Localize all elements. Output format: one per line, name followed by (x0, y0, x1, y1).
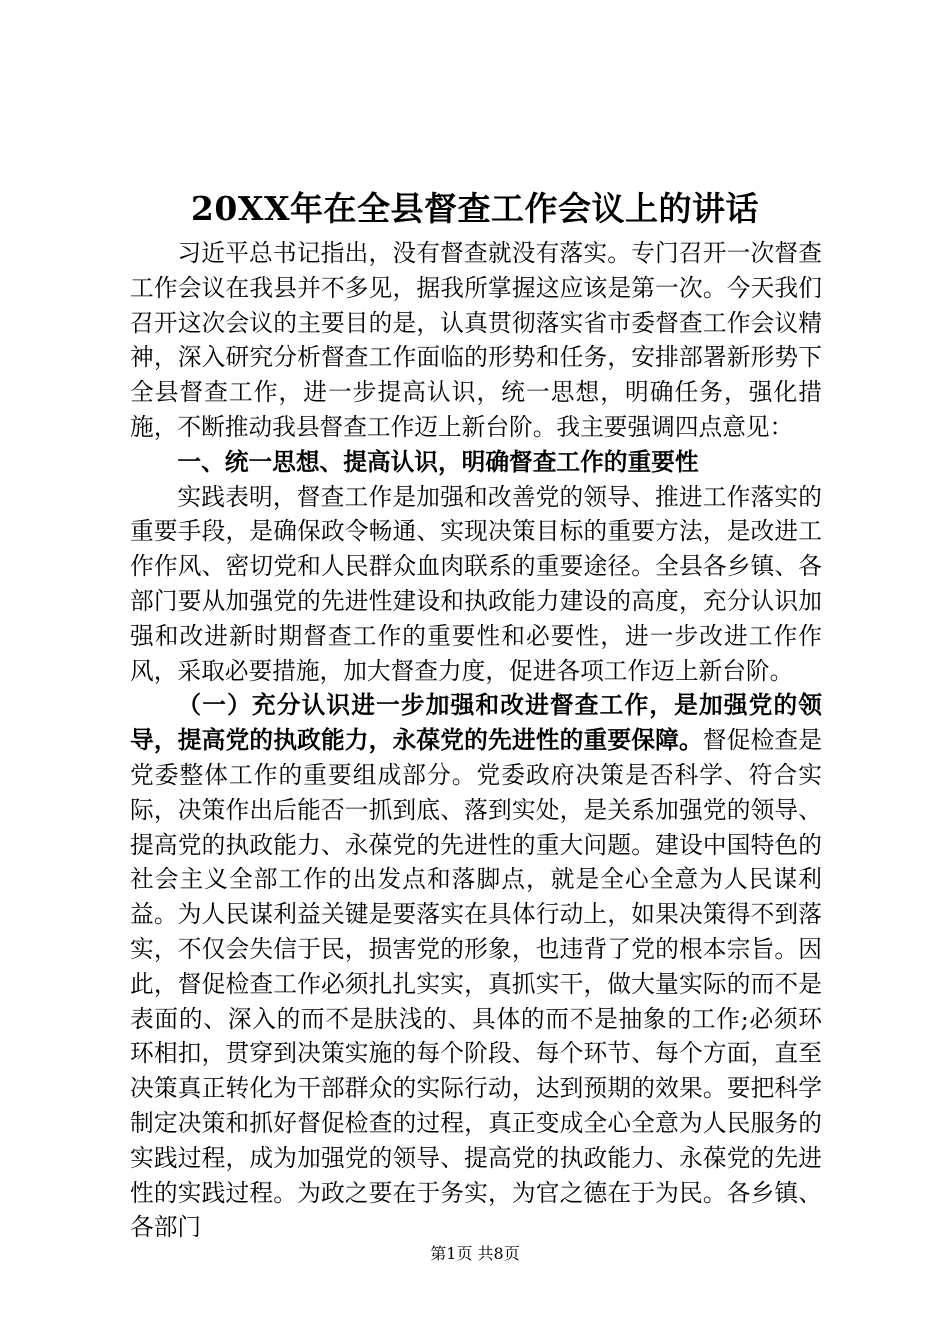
section-heading-1: 一、统一思想、提高认识，明确督查工作的重要性 (177, 447, 699, 476)
document-body (130, 236, 822, 1245)
paragraph-2 (130, 688, 822, 1245)
paragraph-2-lead: （一）充分认识进一步加强和改进督查工作，是加强党的领导，提高党的执政能力，永葆党的先进性的重要保障。 (130, 691, 822, 755)
paragraph-2-body: 督促检查是党委整体工作的重要组成部分。党委政府决策是否科学、符合实际，决策作出后能否一抓到底、落到实处，是关系加强党的领导、提高党的执政能力、永葆党的先进性的重大问题。建设中国特色的社会主义全部工作的出发点和落脚点，就是全心全意为人民谋利益。为人民谋利益关键是要落实在具体行动上，如果决策得不到落实，不仅会失信于民，损害党的形象，也违背了党的根本宗旨。因此，督促检查工作必须扎扎实实，真抓实干，做大量实际的而不是表面的、深入的而不是肤浅的、具体的而不是抽象的工作;必须环环相扣，贯穿到决策实施的每个阶段、每个环节、每个方面，直至决策真正转化为干部群众的实际行动，达到预期的效果。要把科学制定决策和抓好督促检查的过程，真正变成全心全意为人民服务的实践过程，成为加强党的领导、提高党的执政能力、永葆党的先进性的实践过程。为政之要在于务实，为官之德在于为民。各乡镇、各部门 (130, 726, 822, 1242)
page-footer: 第1页 共8页 (430, 1244, 520, 1263)
document-title: 20XX年在全县督查工作会议上的讲话 (190, 189, 760, 228)
paragraph-1: 实践表明，督查工作是加强和改善党的领导、推进工作落实的重要手段，是确保政令畅通、实现决策目标的重要方法，是改进工作作风、密切党和人民群众血肉联系的重要途径。全县各乡镇、各部门要从加强党的先进性建设和执政能力建设的高度，充分认识加强和改进新时期督查工作的重要性和必要性，进一步改进工作作风，采取必要措施，加大督查力度，促进各项工作迈上新台阶。 (130, 482, 822, 685)
intro-paragraph: 习近平总书记指出，没有督查就没有落实。专门召开一次督查工作会议在我县并不多见，据我所掌握这应该是第一次。今天我们召开这次会议的主要目的是，认真贯彻落实省市委督查工作会议精神，深入研究分析督查工作面临的形势和任务，安排部署新形势下全县督查工作，进一步提高认识，统一思想，明确任务，强化措施，不断推动我县督查工作迈上新台阶。我主要强调四点意见： (130, 239, 822, 441)
